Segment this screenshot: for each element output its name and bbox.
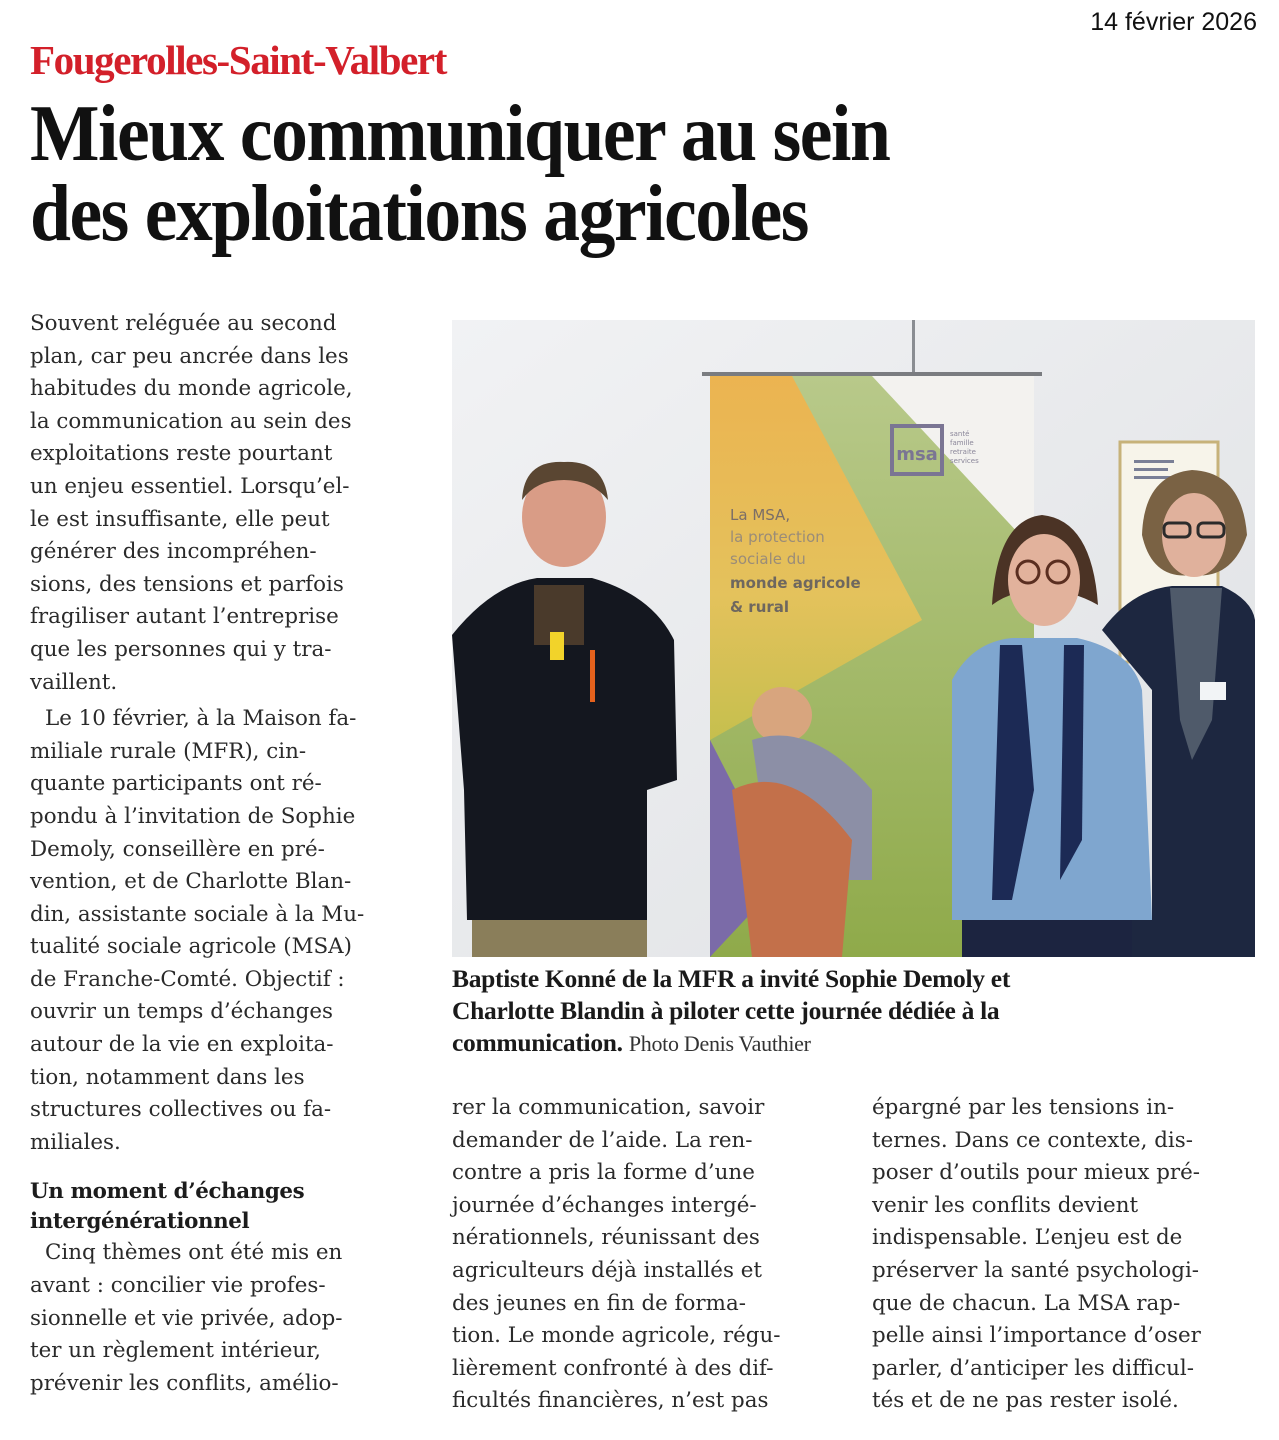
photo-illustration [452,320,1255,957]
banner-text: & rural [730,598,790,616]
text-line: préserver la santé psychologi- [872,1257,1200,1283]
msa-logo: msa [896,444,938,465]
text-line: sions, des tensions et parfois [30,571,344,597]
text-line: demander de l’aide. La ren- [452,1127,753,1153]
publication-date: 14 février 2026 [1090,8,1257,36]
text-line: le est insuffisante, elle peut [30,506,330,532]
text-line: tés et de ne pas rester isolé. [872,1388,1179,1414]
logo-tagline: famille [950,439,974,447]
text-line: ternes. Dans ce contexte, dis- [872,1127,1193,1153]
text-line: pelle ainsi l’importance d’oser [872,1323,1201,1349]
article-photo [452,320,1255,957]
text-line: épargné par les tensions in- [872,1095,1175,1120]
text-line: nérationnels, réunissant des [452,1225,760,1251]
logo-tagline: retraite [950,448,976,456]
text-line: avant : concilier vie profes- [30,1273,326,1299]
caption-line: Baptiste Konné de la MFR a invité Sophie Demoly et [452,964,1011,993]
paragraph-intro [30,308,420,699]
article-column-2 [452,1092,842,1418]
text-line: ouvrir un temps d’échanges [30,999,333,1025]
text-line: miliales. [30,1129,121,1155]
subheading-line: Un moment d’échanges [30,1179,305,1205]
text-line: indispensable. L’enjeu est de [872,1225,1183,1251]
text-line: la communication au sein des [30,408,352,434]
text-line: quante participants ont ré- [30,771,322,797]
locality-kicker: Fougerolles-Saint-Valbert [30,37,446,83]
banner-text: sociale du [730,550,806,568]
text-line: din, assistante sociale à la Mu- [30,901,365,927]
text-line: tualité sociale agricole (MSA) [30,934,352,960]
text-line: sionnelle et vie privée, adop- [30,1305,343,1331]
caption-line: Charlotte Blandin à piloter cette journée dédiée à la [452,996,1000,1025]
paragraph-event [30,703,420,1159]
text-line: Cinq thèmes ont été mis en [45,1240,343,1266]
article-column-1 [30,308,420,1400]
text-line: habitudes du monde agricole, [30,376,353,402]
text-line: un enjeu essentiel. Lorsqu’el- [30,473,350,499]
text-line: fragiliser autant l’entreprise [30,604,339,630]
text-line: Demoly, conseillère en pré- [30,836,325,862]
text-line: exploitations reste pourtant [30,441,333,467]
text-line: des jeunes en fin de forma- [452,1290,746,1316]
banner-text: monde agricole [730,574,861,592]
text-line: miliale rurale (MFR), cin- [30,738,307,764]
text-line: ficultés financières, n’est pas [452,1388,769,1414]
text-line: contre a pris la forme d’une [452,1160,755,1186]
text-line: autour de la vie en exploita- [30,1032,334,1058]
text-line: poser d’outils pour mieux pré- [872,1160,1201,1186]
text-line: générer des incompréhen- [30,539,317,565]
headline-line: des exploitations agricoles [30,170,808,258]
text-line: structures collectives ou fa- [30,1097,332,1123]
text-line: tion. Le monde agricole, régu- [452,1323,781,1349]
text-line: Souvent reléguée au second [30,311,337,336]
article-column-3 [872,1092,1262,1418]
text-line: vaillent. [30,669,118,695]
photo-caption [452,963,1252,1060]
logo-tagline: santé [950,430,970,438]
text-line: rer la communication, savoir [452,1095,765,1120]
text-line: prévenir les conflits, amélio- [30,1370,339,1396]
banner-text: La MSA, [730,506,791,524]
text-line: de Franche-Comté. Objectif : [30,966,345,992]
subheading-line: intergénérationnel [30,1209,250,1235]
text-line: parler, d’anticiper les difficul- [872,1355,1194,1381]
banner-text: la protection [730,528,825,546]
headline-line: Mieux communiquer au sein [30,90,890,178]
text-line: que de chacun. La MSA rap- [872,1290,1181,1316]
logo-tagline: services [950,457,979,465]
photo-credit: Photo Denis Vauthier [628,1031,811,1056]
text-line: que les personnes qui y tra- [30,636,332,662]
text-line: Le 10 février, à la Maison fa- [45,706,357,732]
text-line: venir les conflits devient [872,1192,1139,1218]
text-line: vention, et de Charlotte Blan- [30,869,352,895]
text-line: pondu à l’invitation de Sophie [30,803,356,829]
subheading [30,1177,420,1237]
text-line: ter un règlement intérieur, [30,1338,321,1364]
caption-line [452,1027,1252,1060]
text-line: tion, notamment dans les [30,1064,305,1090]
paragraph-themes [30,1237,420,1400]
caption-text: communication. [452,1028,623,1057]
text-line: journée d’échanges intergé- [452,1192,757,1218]
text-line: agriculteurs déjà installés et [452,1257,762,1283]
headline [30,90,1060,258]
text-line: plan, car peu ancrée dans les [30,343,349,369]
text-line: lièrement confronté à des dif- [452,1355,774,1381]
